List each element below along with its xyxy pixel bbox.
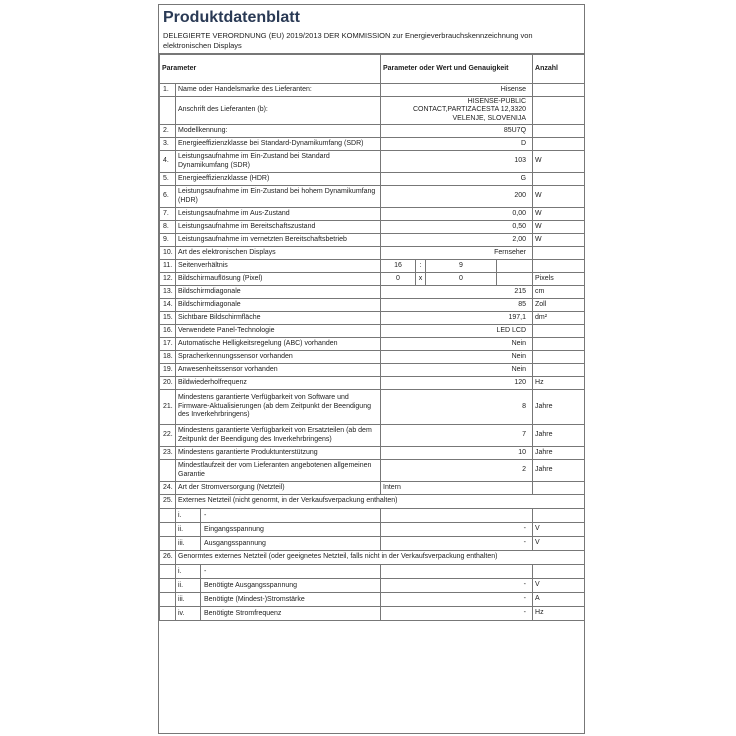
row-value: Fernseher — [381, 247, 533, 260]
row-label: Mindestens garantierte Verfügbarkeit von Ersatzteilen (ab dem Zeitpunkt der Beendigung des Inverkehrbringens) — [176, 425, 381, 447]
row-unit: W — [533, 234, 585, 247]
sub-label: Ausgangsspannung — [204, 540, 266, 547]
row-value: D — [381, 138, 533, 151]
table-row — [160, 447, 586, 460]
sub-roman-numeral: ii. — [176, 523, 201, 536]
row-label: Sichtbare Bildschirmfläche — [176, 312, 381, 325]
sub-unit — [533, 509, 585, 523]
row-unit: Jahre — [533, 447, 585, 460]
row-value: HISENSE-PUBLIC CONTACT,PARTIZACESTA 12,3320 VELENJE, SLOVENIJA — [381, 97, 533, 125]
row-number: 9. — [160, 234, 176, 247]
row-label: Art der Stromversorgung (Netzteil) — [176, 482, 381, 495]
table-row — [160, 390, 586, 425]
sub-unit: V — [533, 537, 585, 551]
row-number: 21. — [160, 390, 176, 425]
section-label: Genormtes externes Netzteil (oder geeignetes Netzteil, falls nicht in der Verkaufsverpackung enthalten) — [176, 551, 586, 565]
row-number: 14. — [160, 299, 176, 312]
sub-unit — [533, 565, 585, 579]
sub-value: - — [381, 579, 533, 593]
row-number: 16. — [160, 325, 176, 338]
row-unit: Jahre — [533, 425, 585, 447]
row-value: G — [381, 173, 533, 186]
row-unit — [533, 97, 585, 125]
row-number: 17. — [160, 338, 176, 351]
sub-label-cell — [176, 579, 381, 593]
table-row — [160, 221, 586, 234]
row-number: 25. — [160, 495, 176, 509]
row-number: 7. — [160, 208, 176, 221]
row-value-a: 16 — [381, 260, 416, 273]
table-row — [160, 247, 586, 260]
row-label: Bildschirmdiagonale — [176, 286, 381, 299]
indent-cell — [160, 607, 176, 621]
sub-unit: A — [533, 593, 585, 607]
row-label: Bildschirmauflösung (Pixel) — [176, 273, 381, 286]
row-number: 4. — [160, 151, 176, 173]
table-row — [160, 273, 586, 286]
row-unit: cm — [533, 286, 585, 299]
table-row — [160, 338, 586, 351]
sub-label-cell — [176, 523, 381, 537]
row-number: 13. — [160, 286, 176, 299]
row-label: Bildschirmdiagonale — [176, 299, 381, 312]
row-number — [160, 97, 176, 125]
row-unit — [533, 84, 585, 97]
row-number: 23. — [160, 447, 176, 460]
row-value-separator: : — [416, 260, 426, 273]
row-number: 5. — [160, 173, 176, 186]
table-row — [160, 425, 586, 447]
row-unit: Hz — [533, 377, 585, 390]
row-unit: Pixels — [533, 273, 585, 286]
row-number: 24. — [160, 482, 176, 495]
row-value: 200 — [381, 186, 533, 208]
row-label: Automatische Helligkeitsregelung (ABC) vorhanden — [176, 338, 381, 351]
row-value: 2 — [381, 460, 533, 482]
sub-value: - — [381, 607, 533, 621]
indent-cell — [160, 537, 176, 551]
row-number: 6. — [160, 186, 176, 208]
table-row — [160, 84, 586, 97]
row-label: Mindestens garantierte Produktunterstützung — [176, 447, 381, 460]
product-datasheet — [158, 4, 585, 734]
row-number: 19. — [160, 364, 176, 377]
row-unit — [533, 338, 585, 351]
row-value: 0,50 — [381, 221, 533, 234]
row-unit — [533, 138, 585, 151]
sub-label-cell — [176, 509, 381, 523]
table-row — [160, 482, 586, 495]
table-row — [160, 460, 586, 482]
sub-row — [160, 565, 586, 579]
row-value: 2,00 — [381, 234, 533, 247]
row-value-empty — [497, 273, 533, 286]
row-label: Verwendete Panel-Technologie — [176, 325, 381, 338]
row-unit — [533, 351, 585, 364]
row-value: 85 — [381, 299, 533, 312]
row-label: Leistungsaufnahme im Aus-Zustand — [176, 208, 381, 221]
table-header-row — [160, 55, 586, 84]
row-number: 12. — [160, 273, 176, 286]
sub-label: - — [204, 568, 207, 575]
row-number: 26. — [160, 551, 176, 565]
row-value: 85U7Q — [381, 125, 533, 138]
row-value: 10 — [381, 447, 533, 460]
header-unit: Anzahl — [533, 55, 585, 84]
row-label: Leistungsaufnahme im vernetzten Bereitschaftsbetrieb — [176, 234, 381, 247]
sub-row — [160, 593, 586, 607]
sub-row — [160, 523, 586, 537]
row-unit — [533, 325, 585, 338]
row-number: 18. — [160, 351, 176, 364]
sub-value: - — [381, 593, 533, 607]
sub-label: Benötigte (Mindest-)Stromstärke — [204, 596, 305, 603]
row-unit: W — [533, 221, 585, 234]
table-row — [160, 151, 586, 173]
table-row — [160, 312, 586, 325]
table-row — [160, 173, 586, 186]
table-row — [160, 364, 586, 377]
header-value: Parameter oder Wert und Genauigkeit — [381, 55, 533, 84]
sub-label-cell — [176, 565, 381, 579]
row-value: 103 — [381, 151, 533, 173]
row-value: Nein — [381, 351, 533, 364]
section-header-row — [160, 551, 586, 565]
row-label: Mindestens garantierte Verfügbarkeit von Software und Firmware-Aktualisierungen (ab dem Zeitpunkt der Beendigung des Inverkehrbringens) — [176, 390, 381, 425]
indent-cell — [160, 523, 176, 537]
row-label: Art des elektronischen Displays — [176, 247, 381, 260]
row-label: Modellkennung: — [176, 125, 381, 138]
row-number: 20. — [160, 377, 176, 390]
row-unit: Zoll — [533, 299, 585, 312]
datasheet-table — [159, 54, 585, 621]
row-value-separator: x — [416, 273, 426, 286]
table-row — [160, 125, 586, 138]
section-label: Externes Netzteil (nicht genormt, in der Verkaufsverpackung enthalten) — [176, 495, 586, 509]
indent-cell — [160, 565, 176, 579]
row-unit — [533, 247, 585, 260]
sub-label: Benötigte Stromfrequenz — [204, 610, 282, 617]
sub-label: - — [204, 512, 207, 519]
table-row — [160, 97, 586, 125]
row-unit — [533, 260, 585, 273]
table-row — [160, 299, 586, 312]
sub-label-cell — [176, 537, 381, 551]
row-label: Spracherkennungssensor vorhanden — [176, 351, 381, 364]
sub-row — [160, 607, 586, 621]
row-value: 8 — [381, 390, 533, 425]
sub-value: - — [381, 537, 533, 551]
row-unit: W — [533, 151, 585, 173]
row-unit: W — [533, 208, 585, 221]
sub-roman-numeral: iii. — [176, 593, 201, 606]
sub-label-cell — [176, 593, 381, 607]
header-parameter: Parameter — [160, 55, 381, 84]
sub-row — [160, 537, 586, 551]
sub-value: - — [381, 523, 533, 537]
table-row — [160, 377, 586, 390]
section-header-row — [160, 495, 586, 509]
row-unit: W — [533, 186, 585, 208]
sub-row — [160, 509, 586, 523]
row-label: Energieeffizienzklasse (HDR) — [176, 173, 381, 186]
row-label: Bildwiederholfrequenz — [176, 377, 381, 390]
row-label: Anwesenheitssensor vorhanden — [176, 364, 381, 377]
row-number: 3. — [160, 138, 176, 151]
sub-roman-numeral: iv. — [176, 607, 201, 620]
table-row — [160, 208, 586, 221]
sub-roman-numeral: ii. — [176, 579, 201, 592]
row-label: Leistungsaufnahme im Ein-Zustand bei Standard Dynamikumfang (SDR) — [176, 151, 381, 173]
row-label: Name oder Handelsmarke des Lieferanten: — [176, 84, 381, 97]
indent-cell — [160, 593, 176, 607]
page-title: Produktdatenblatt — [163, 9, 300, 26]
sub-value — [381, 509, 533, 523]
row-value: Hisense — [381, 84, 533, 97]
row-value: LED LCD — [381, 325, 533, 338]
row-number: 8. — [160, 221, 176, 234]
row-number: 10. — [160, 247, 176, 260]
row-unit — [533, 173, 585, 186]
row-number: 15. — [160, 312, 176, 325]
indent-cell — [160, 509, 176, 523]
row-value: Nein — [381, 364, 533, 377]
sub-roman-numeral: i. — [176, 509, 201, 522]
row-value-a: 0 — [381, 273, 416, 286]
row-value: Intern — [381, 482, 533, 495]
table-row — [160, 260, 586, 273]
row-unit — [533, 364, 585, 377]
row-label: Seitenverhältnis — [176, 260, 381, 273]
row-value-b: 0 — [426, 273, 497, 286]
regulation-subtitle: DELEGIERTE VERORDNUNG (EU) 2019/2013 DER KOMMISSION zur Energieverbrauchskennzeichnung von elektronischen Displays — [159, 31, 584, 54]
indent-cell — [160, 579, 176, 593]
row-number: 11. — [160, 260, 176, 273]
sub-unit: Hz — [533, 607, 585, 621]
table-row — [160, 138, 586, 151]
row-value: 7 — [381, 425, 533, 447]
row-value: 197,1 — [381, 312, 533, 325]
row-unit — [533, 482, 585, 495]
sub-unit: V — [533, 579, 585, 593]
row-value: 215 — [381, 286, 533, 299]
sub-row — [160, 579, 586, 593]
row-value-empty — [497, 260, 533, 273]
row-label: Anschrift des Lieferanten (b): — [176, 97, 381, 125]
row-label: Leistungsaufnahme im Ein-Zustand bei hohem Dynamikumfang (HDR) — [176, 186, 381, 208]
row-number: 1. — [160, 84, 176, 97]
row-value-b: 9 — [426, 260, 497, 273]
row-number: 22. — [160, 425, 176, 447]
row-label: Leistungsaufnahme im Bereitschaftszustand — [176, 221, 381, 234]
table-row — [160, 286, 586, 299]
row-value: 120 — [381, 377, 533, 390]
row-unit: dm² — [533, 312, 585, 325]
row-number — [160, 460, 176, 482]
sub-unit: V — [533, 523, 585, 537]
table-row — [160, 186, 586, 208]
row-unit — [533, 125, 585, 138]
table-row — [160, 325, 586, 338]
row-label: Mindestlaufzeit der vom Lieferanten angebotenen allgemeinen Garantie — [176, 460, 381, 482]
row-unit: Jahre — [533, 390, 585, 425]
sub-roman-numeral: i. — [176, 565, 201, 578]
sub-label-cell — [176, 607, 381, 621]
row-label: Energieeffizienzklasse bei Standard-Dynamikumfang (SDR) — [176, 138, 381, 151]
sub-label: Eingangsspannung — [204, 526, 264, 533]
table-row — [160, 234, 586, 247]
sub-label: Benötigte Ausgangsspannung — [204, 582, 298, 589]
table-row — [160, 351, 586, 364]
sub-value — [381, 565, 533, 579]
row-value: 0,00 — [381, 208, 533, 221]
row-value: Nein — [381, 338, 533, 351]
sub-roman-numeral: iii. — [176, 537, 201, 550]
row-number: 2. — [160, 125, 176, 138]
row-unit: Jahre — [533, 460, 585, 482]
